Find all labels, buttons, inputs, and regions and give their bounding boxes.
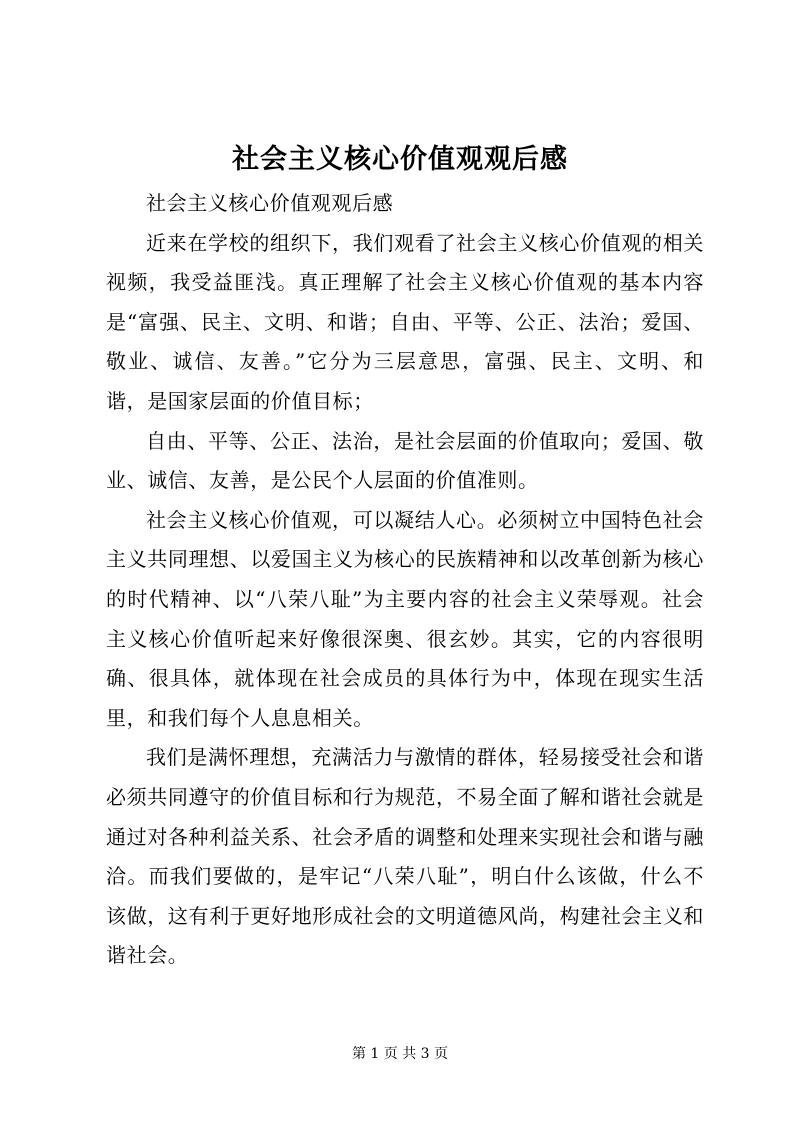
document-title: 社会主义核心价值观观后感 bbox=[232, 144, 568, 175]
paragraph: 我们是满怀理想，充满活力与激情的群体，轻易接受社会和谐必须共同遵守的价值目标和行为规范，不易全面了解和谐社会就是通过对各种利益关系、社会矛盾的调整和处理来实现社会和谐与融洽。而我们要做的，是牢记“八荣八耻”，明白什么该做，什么不该做，这有利于更好地形成社会的文明道德风尚，构建社会主义和谐社会。 bbox=[106, 745, 704, 968]
document-body bbox=[106, 184, 704, 976]
paragraph: 社会主义核心价值观，可以凝结人心。必须树立中国特色社会主义共同理想、以爱国主义为核心的民族精神和以改革创新为核心的时代精神、以“八荣八耻”为主要内容的社会主义荣辱观。社会主义核心价值听起来好像很深奥、很玄妙。其实，它的内容很明确、很具体，就体现在社会成员的具体行为中，体现在现实生活里，和我们每个人息息相关。 bbox=[106, 507, 704, 730]
paragraph-subtitle: 社会主义核心价值观观后感 bbox=[146, 191, 394, 215]
paragraph: 近来在学校的组织下，我们观看了社会主义核心价值观的相关视频，我受益匪浅。真正理解了社会主义核心价值观的基本内容是“富强、民主、文明、和谐；自由、平等、公正、法治；爱国、敬业、诚信、友善。”它分为三层意思，富强、民主、文明、和谐，是国家层面的价值目标； bbox=[106, 230, 704, 413]
page-footer: 第 1 页 共 3 页 bbox=[351, 1046, 449, 1062]
paragraph: 自由、平等、公正、法治，是社会层面的价值取向；爱国、敬业、诚信、友善，是公民个人层面的价值准则。 bbox=[106, 428, 704, 493]
